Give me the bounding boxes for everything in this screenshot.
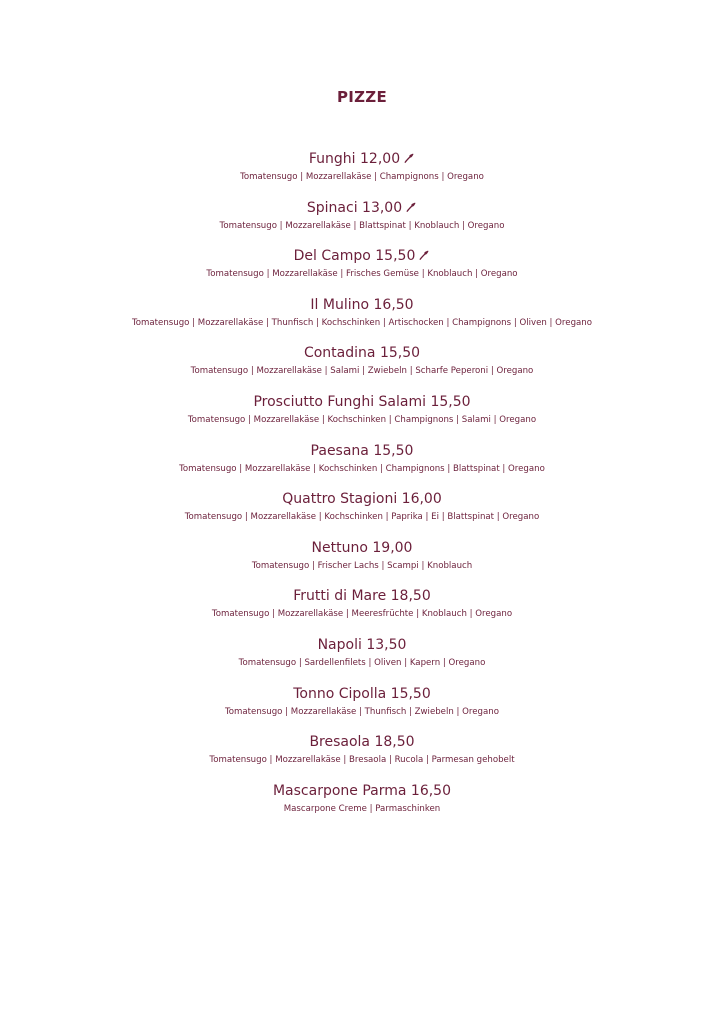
menu-item-heading [0,149,724,169]
menu-list [0,149,724,829]
menu-item-name: Nettuno [311,539,368,556]
menu-item-heading [0,684,724,704]
menu-item-name: Tonno Cipolla [293,685,387,702]
menu-item-name: Funghi [308,151,356,167]
menu-item-heading [0,538,724,558]
menu-item-price: 18,50 [390,588,431,605]
menu-item-ingredients: Tomatensugo | Mozzarellakäse | Champignons | Oregano [240,172,484,182]
page-title: PIZZE [336,88,388,106]
menu-item-heading [0,586,724,606]
menu-item-name: Prosciutto Funghi Salami [253,393,426,410]
menu-item-ingredients: Tomatensugo | Mozzarellakäse | Meeresfrüchte | Knoblauch | Oregano [211,609,513,620]
menu-item-ingredients: Tomatensugo | Mozzarellakäse | Kochschinken | Champignons | Salami | Oregano [187,414,537,425]
menu-item-price: 15,50 [373,442,414,459]
menu-item-heading [0,295,724,315]
menu-item-heading [0,781,724,801]
menu-item-price: 15,50 [375,248,416,265]
menu-item-ingredients: Tomatensugo | Frischer Lachs | Scampi | Knoblauch [251,560,473,571]
menu-item-heading [0,246,724,266]
menu-item-price: 15,50 [390,685,431,702]
menu-item-price: 16,50 [410,782,452,799]
menu-item-price: 13,50 [366,636,407,653]
menu-item-ingredients: Tomatensugo | Sardellenfilets | Oliven | Kapern | Oregano [238,657,486,668]
menu-item [0,684,724,733]
menu-item-heading [0,392,724,412]
menu-item-heading [0,198,724,218]
menu-item-price: 13,00 [362,199,403,216]
menu-item [0,538,724,587]
menu-item-name: Spinaci [306,199,358,216]
menu-item-ingredients: Tomatensugo | Mozzarellakäse | Frisches Gemüse | Knoblauch | Oregano [206,269,518,280]
menu-item-price: 16,50 [373,296,414,313]
menu-item-price: 15,50 [379,345,421,362]
menu-item-heading [0,489,724,509]
leaf-icon [403,152,415,164]
menu-item-price: 16,00 [401,491,442,508]
menu-item [0,198,724,247]
menu-item-ingredients: Mascarpone Creme | Parmaschinken [283,803,441,814]
menu-item-name: Contadina [303,345,376,362]
menu-item [0,149,724,198]
menu-item-name: Del Campo [293,248,371,265]
menu-item-name: Frutti di Mare [293,588,387,605]
leaf-icon [405,201,417,213]
menu-item-name: Paesana [310,442,369,459]
menu-item-name: Quattro Stagioni [282,491,398,508]
menu-item-heading [0,732,724,752]
menu-item [0,295,724,344]
menu-item [0,343,724,392]
menu-item [0,441,724,490]
menu-item-heading [0,343,724,363]
menu-item [0,586,724,635]
menu-item-name: Il Mulino [310,296,370,313]
menu-item-name: Mascarpone Parma [272,782,407,799]
menu-item-price: 18,50 [374,734,415,751]
menu-item-heading [0,441,724,461]
menu-item-price: 12,00 [360,151,401,167]
menu-item-ingredients: Tomatensugo | Mozzarellakäse | Thunfisch | Zwiebeln | Oregano [225,706,499,717]
menu-item-ingredients: Tomatensugo | Mozzarellakäse | Salami | Zwiebeln | Scharfe Peperoni | Oregano [190,366,534,377]
menu-item-heading [0,635,724,655]
menu-item [0,246,724,295]
menu-item [0,781,724,830]
menu-item-name: Bresaola [309,734,371,751]
menu-item [0,489,724,538]
menu-item-ingredients: Tomatensugo | Mozzarellakäse | Kochschinken | Paprika | Ei | Blattspinat | Oregano [184,512,540,523]
menu-item-ingredients: Tomatensugo | Mozzarellakäse | Thunfisch | Kochschinken | Artischocken | Champignons | Oliven | Oregano [132,317,592,328]
menu-item [0,732,724,781]
menu-item-ingredients: Tomatensugo | Mozzarellakäse | Kochschinken | Champignons | Blattspinat | Oregano [179,463,545,474]
leaf-icon [418,249,430,261]
menu-item [0,392,724,441]
menu-item-ingredients: Tomatensugo | Mozzarellakäse | Blattspinat | Knoblauch | Oregano [219,220,505,231]
menu-item-ingredients: Tomatensugo | Mozzarellakäse | Bresaola | Rucola | Parmesan gehobelt [209,755,515,766]
menu-item-name: Napoli [317,636,362,653]
menu-item-price: 15,50 [430,393,471,410]
menu-item [0,635,724,684]
menu-item-price: 19,00 [372,539,413,556]
